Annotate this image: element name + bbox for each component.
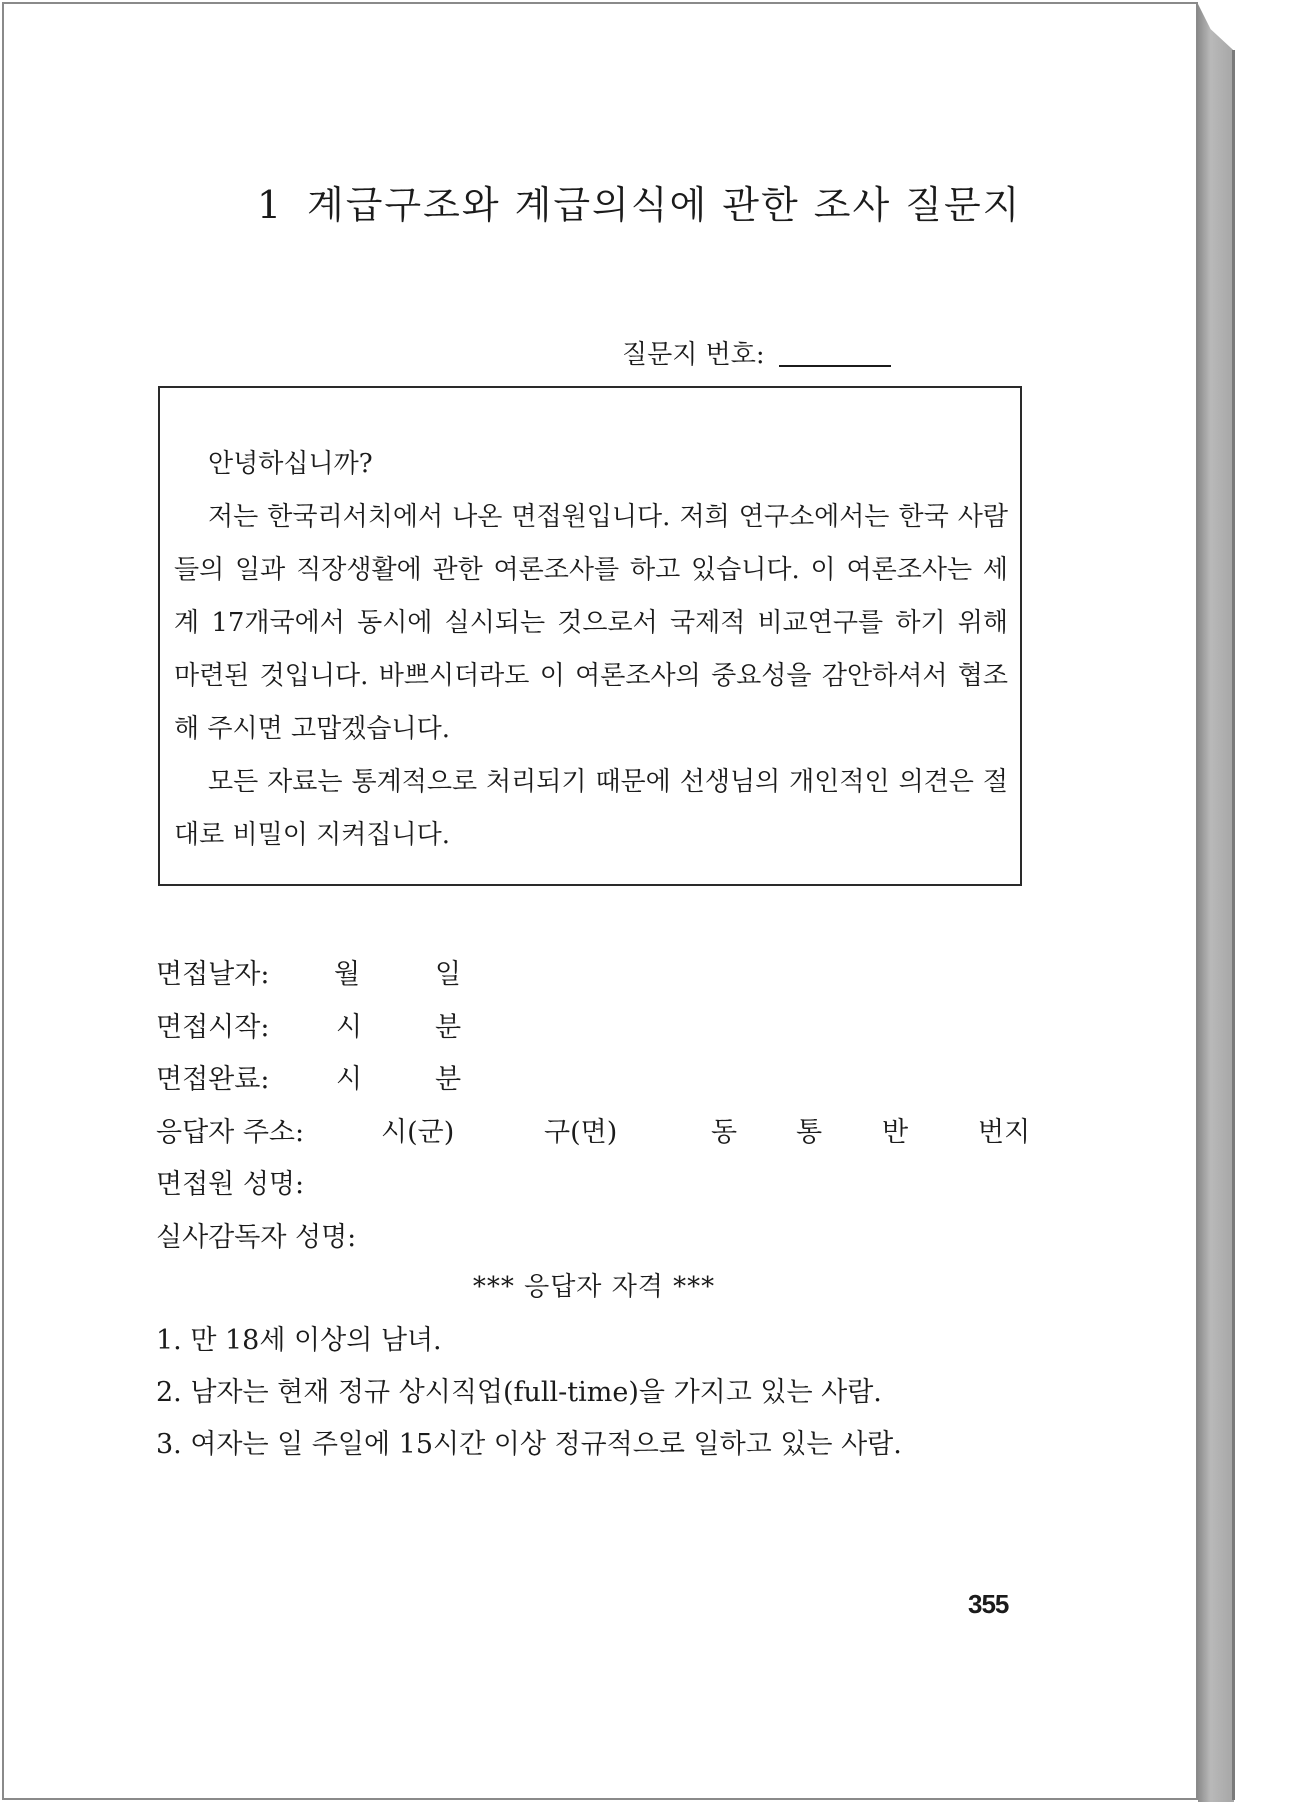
- address-dong: 동: [711, 1116, 738, 1148]
- interviewer-name-label: 면접원 성명:: [156, 1169, 305, 1200]
- address-label: 응답자 주소:: [156, 1116, 305, 1148]
- intro-paragraph-2: 모든 자료는 통계적으로 처리되기 때문에 선생님의 개인적인 의견은 절대로 비밀이 지켜집니다.: [174, 767, 1008, 850]
- interview-date-label: 면접날자:: [156, 959, 270, 990]
- page-stack-shadow: [1232, 50, 1235, 1800]
- interview-date-row: [156, 952, 1036, 1005]
- chapter-number: 1: [257, 183, 284, 227]
- intro-paragraph-1: 저는 한국리서치에서 나온 면접원입니다. 저희 연구소에서는 한국 사람들의 일과 직장생활에 관한 여론조사를 하고 있습니다. 이 여론조사는 세계 17개국에서 동시에 실시되는 것으로서 국제적 비교연구를 하기 위해 마련된 것입니다. 바쁘시더라도 이 여론조사의 중요성을 감안하셔서 협조해 주시면 고맙겠습니다.: [174, 502, 1008, 744]
- interview-date-month: 월: [334, 959, 361, 990]
- interview-end-minute: 분: [435, 1064, 462, 1095]
- qualification-list: [156, 1318, 902, 1474]
- interview-info: [156, 952, 1036, 1267]
- interview-end-label: 면접완료:: [156, 1064, 270, 1095]
- book-page: [2, 2, 1198, 1800]
- interview-date-day: 일: [435, 959, 462, 990]
- address-district: 구(면): [544, 1116, 618, 1148]
- supervisor-name-row: [156, 1215, 1036, 1268]
- chapter-title: [257, 174, 1021, 229]
- interview-start-minute: 분: [435, 1011, 462, 1043]
- address-ban: 반: [882, 1116, 909, 1148]
- intro-box: [158, 386, 1022, 886]
- questionnaire-number-blank: [779, 365, 891, 367]
- intro-greeting: 안녕하십니까?: [208, 449, 373, 479]
- qualification-item: 1. 만 18세 이상의 남녀.: [156, 1325, 442, 1356]
- interview-start-hour: 시: [336, 1011, 363, 1043]
- qualification-heading: *** 응답자 자격 ***: [472, 1272, 716, 1302]
- address-city: 시(군): [381, 1116, 455, 1148]
- address-row: [156, 1110, 1036, 1163]
- interview-start-label: 면접시작:: [156, 1011, 270, 1043]
- address-beonji: 번지: [978, 1116, 1031, 1148]
- questionnaire-number: [622, 334, 891, 371]
- chapter-title-text: 계급구조와 계급의식에 관한 조사 질문지: [307, 183, 1022, 227]
- address-tong: 통: [796, 1116, 823, 1148]
- page-number: 355: [968, 1589, 1009, 1619]
- page-stack-edge: [1198, 4, 1234, 1802]
- interview-end-row: [156, 1057, 1036, 1110]
- interview-start-row: [156, 1005, 1036, 1058]
- questionnaire-number-label: 질문지 번호:: [622, 340, 765, 370]
- interview-end-hour: 시: [336, 1064, 363, 1095]
- supervisor-name-label: 실사감독자 성명:: [156, 1221, 357, 1253]
- interviewer-name-row: [156, 1162, 1036, 1215]
- qualification-item: 3. 여자는 일 주일에 15시간 이상 정규적으로 일하고 있는 사람.: [156, 1429, 902, 1460]
- qualification-item: 2. 남자는 현재 정규 상시직업(full-time)을 가지고 있는 사람.: [156, 1377, 882, 1408]
